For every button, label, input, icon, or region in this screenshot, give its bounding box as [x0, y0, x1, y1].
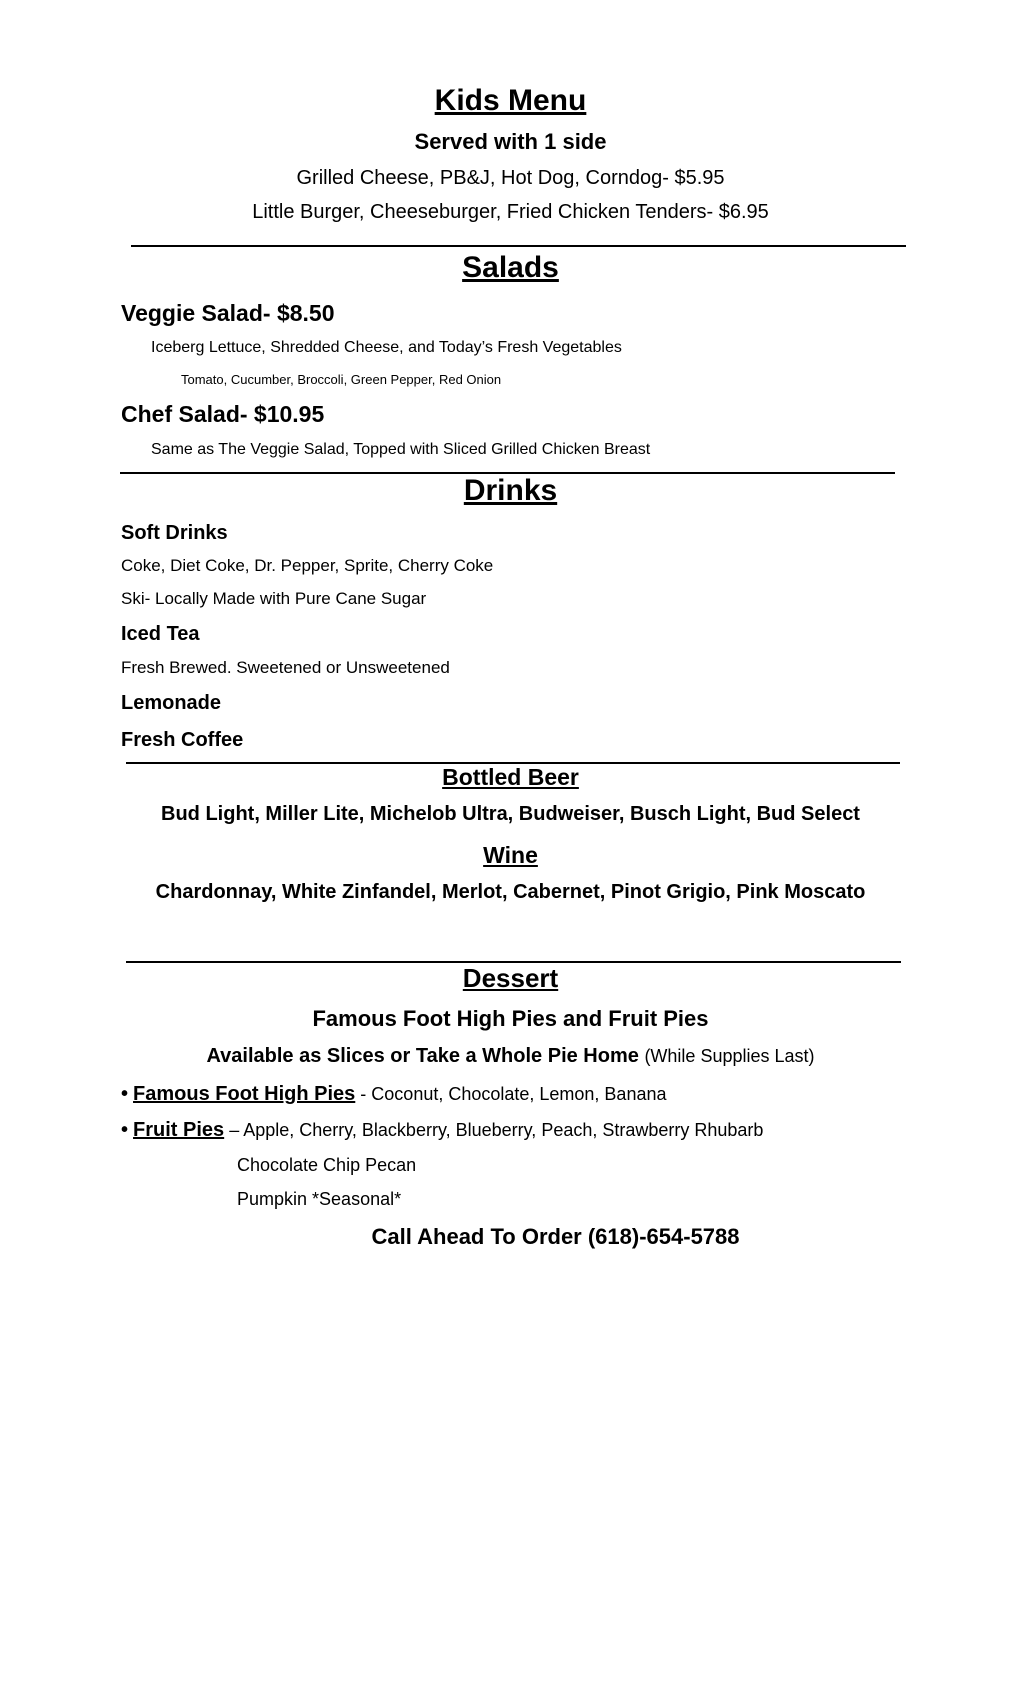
dessert-availability-bold: Available as Slices or Take a Whole Pie Home — [206, 1045, 639, 1067]
soft-drinks-list: Coke, Diet Coke, Dr. Pepper, Sprite, Cherry Coke — [121, 556, 494, 575]
fruit-pies-label: Fruit Pies — [133, 1119, 225, 1141]
chef-salad-name: Chef Salad- $10.95 — [121, 401, 325, 427]
kids-menu-title: Kids Menu — [434, 84, 587, 117]
bullet-icon: • — [121, 1083, 129, 1105]
veggie-salad-desc: Iceberg Lettuce, Shredded Cheese, and Today’s Fresh Vegetables — [151, 339, 622, 356]
veggie-salad-detail: Tomato, Cucumber, Broccoli, Green Pepper, Red Onion — [181, 372, 502, 387]
kids-menu-line-1: Grilled Cheese, PB&J, Hot Dog, Corndog- $5.95 — [296, 167, 725, 189]
dessert-availability — [0, 1045, 1021, 1068]
dessert-title: Dessert — [462, 963, 559, 993]
fruit-pies-extra-2: Pumpkin *Seasonal* — [237, 1189, 402, 1209]
kids-menu-subtitle: Served with 1 side — [414, 129, 607, 154]
soft-drinks-label: Soft Drinks — [121, 522, 228, 544]
iced-tea-desc: Fresh Brewed. Sweetened or Unsweetened — [121, 658, 450, 677]
bottled-beer-title: Bottled Beer — [442, 764, 579, 790]
call-ahead-text: Call Ahead To Order (618)-654-5788 — [371, 1224, 740, 1249]
foot-high-pies-label: Famous Foot High Pies — [133, 1083, 356, 1105]
drinks-title: Drinks — [463, 474, 558, 507]
divider-kids-salads — [131, 245, 906, 247]
coffee-label: Fresh Coffee — [121, 729, 244, 751]
fruit-pies-line — [121, 1119, 763, 1142]
bullet-icon: • — [121, 1119, 129, 1141]
dessert-availability-note: (While Supplies Last) — [644, 1046, 815, 1066]
salads-title: Salads — [462, 251, 559, 284]
kids-menu-line-2: Little Burger, Cheeseburger, Fried Chicken Tenders- $6.95 — [252, 201, 769, 223]
foot-high-pies-line — [121, 1083, 667, 1106]
iced-tea-label: Iced Tea — [121, 623, 200, 645]
fruit-pies-extra-1: Chocolate Chip Pecan — [237, 1155, 417, 1175]
soft-drinks-ski: Ski- Locally Made with Pure Cane Sugar — [121, 589, 427, 608]
wine-list: Chardonnay, White Zinfandel, Merlot, Cabernet, Pinot Grigio, Pink Moscato — [155, 881, 866, 903]
wine-title: Wine — [483, 842, 538, 868]
foot-high-pies-list: - Coconut, Chocolate, Lemon, Banana — [360, 1084, 667, 1104]
chef-salad-desc: Same as The Veggie Salad, Topped with Sliced Grilled Chicken Breast — [151, 441, 651, 458]
veggie-salad-name: Veggie Salad- $8.50 — [121, 300, 335, 326]
bottled-beer-list: Bud Light, Miller Lite, Michelob Ultra, Budweiser, Busch Light, Bud Select — [161, 803, 860, 825]
lemonade-label: Lemonade — [121, 692, 222, 714]
dessert-subtitle: Famous Foot High Pies and Fruit Pies — [312, 1006, 709, 1031]
fruit-pies-list: – Apple, Cherry, Blackberry, Blueberry, Peach, Strawberry Rhubarb — [229, 1120, 764, 1140]
